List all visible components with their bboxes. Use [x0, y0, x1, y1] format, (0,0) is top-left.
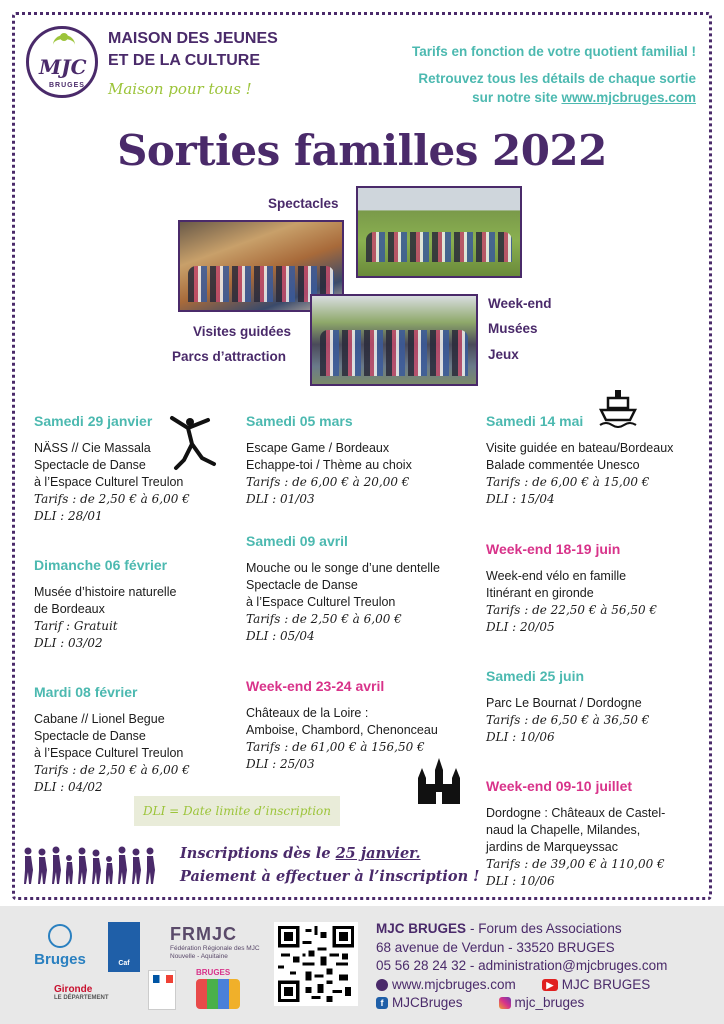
- event-2-2: Samedi 09 avril Mouche ou le songe d’une dentelle Spectacle de Danse à l’Espace Culturel Treulon Tarifs : de 2,50 € à 6,00 € DLI : 05/04: [246, 533, 440, 643]
- page-title: Sorties familles 2022: [117, 126, 607, 175]
- youtube-icon: ▶: [542, 979, 558, 991]
- event-1-3: Mardi 08 février Cabane // Lionel Begue Spectacle de Danse à l’Espace Culturel Treulon Tarifs : de 2,50 € à 6,00 € DLI : 04/02: [34, 684, 190, 794]
- label-visites: Visites guidées: [193, 324, 292, 339]
- address: 68 avenue de Verdun - 33520 BRUGES: [376, 939, 615, 955]
- bruges-emblem-icon: [48, 924, 72, 948]
- gironde-logo: Gironde LE DÉPARTEMENT: [54, 984, 109, 1001]
- details-site-line: sur notre site www.mjcbruges.com: [472, 90, 696, 105]
- tarifs-note: Tarifs en fonction de votre quotient familial !: [411, 44, 696, 59]
- walking-people-icon: [22, 846, 160, 886]
- org-name: MAISON DES JEUNES ET DE LA CULTURE: [108, 30, 278, 69]
- photo-group-outdoor: [310, 294, 478, 386]
- website-link[interactable]: www.mjcbruges.com: [392, 976, 516, 992]
- dancer-icon: [168, 414, 218, 476]
- event-2-3: Week-end 23-24 avril Châteaux de la Loire : Amboise, Chambord, Chenonceau Tarifs : de 61,00 € à 156,50 € DLI : 25/03: [246, 678, 438, 771]
- instagram-icon: [499, 997, 511, 1009]
- dli-note: DLI = Date limite d’inscription: [134, 796, 340, 826]
- bruges-puzzle-logo: BRUGES: [196, 968, 244, 1012]
- label-spectacles: Spectacles: [268, 196, 339, 211]
- label-weekend: Week-end: [488, 296, 552, 311]
- event-1-1: Samedi 29 janvier NÄSS // Cie Massala Spectacle de Danse à l’Espace Culturel Treulon Tarifs : de 2,50 € à 6,00 € DLI : 28/01: [34, 413, 190, 523]
- boat-icon: [598, 388, 638, 428]
- caf-logo: Caf: [108, 922, 140, 972]
- header-info: [412, 42, 696, 107]
- event-3-4: Week-end 09-10 juillet Dordogne : Châteaux de Castel- naud la Chapelle, Milandes, jardins de Marqueyssac Tarifs : de 39,00 € à 110,00 € DLI : 10/06: [486, 778, 666, 888]
- label-jeux: Jeux: [488, 347, 519, 362]
- event-3-3: Samedi 25 juin Parc Le Bournat / Dordogne Tarifs : de 6,50 € à 36,50 € DLI : 10/06: [486, 668, 650, 744]
- globe-icon: [376, 979, 388, 991]
- republique-logo: [148, 970, 176, 1010]
- label-parcs: Parcs d’attraction: [172, 349, 287, 364]
- label-musees: Musées: [488, 321, 538, 336]
- inscriptions-note: Inscriptions dès le 25 janvier. Paiement à effectuer à l’inscription !: [180, 845, 480, 885]
- instagram-link[interactable]: mjc_bruges: [514, 995, 585, 1010]
- contact-block: MJC BRUGES - Forum des Associations 68 avenue de Verdun - 33520 BRUGES 05 56 28 24 32 - administration@mjcbruges.com www.mjcbruges.com ▶ MJC BRUGES f MJCBruges mjc_bruges: [376, 920, 667, 1013]
- youtube-link[interactable]: MJC BRUGES: [561, 976, 651, 992]
- logo-sub: BRUGES: [49, 82, 85, 89]
- site-link[interactable]: www.mjcbruges.com: [561, 90, 696, 105]
- phone-email[interactable]: 05 56 28 24 32 - administration@mjcbruges.com: [376, 958, 668, 973]
- footer: [0, 906, 724, 1024]
- facebook-icon: f: [376, 997, 388, 1009]
- facebook-link[interactable]: MJCBruges: [392, 995, 463, 1010]
- event-3-2: Week-end 18-19 juin Week-end vélo en famille Itinérant en gironde Tarifs : de 22,50 € à 56,50 € DLI : 20/05: [486, 541, 658, 634]
- frmjc-logo: FRMJC Fédération Régionale des MJC Nouvelle - Aquitaine: [170, 924, 260, 960]
- event-3-1: Samedi 14 mai Visite guidée en bateau/Bordeaux Balade commentée Unesco Tarifs : de 6,00 € à 15,00 € DLI : 15/04: [486, 413, 674, 506]
- mjc-logo: [26, 26, 98, 98]
- details-line: Retrouvez tous les détails de chaque sortie: [418, 71, 696, 86]
- photo-group-park: [356, 186, 522, 278]
- event-1-2: Dimanche 06 février Musée d’histoire naturelle de Bordeaux Tarif : Gratuit DLI : 03/02: [34, 557, 177, 650]
- logo-text: MJC: [39, 55, 87, 79]
- org-tagline: Maison pour tous !: [108, 80, 252, 98]
- qr-code[interactable]: [274, 922, 358, 1006]
- castle-icon: [414, 756, 464, 804]
- bruges-city-logo: Bruges: [30, 924, 90, 968]
- event-2-1: Samedi 05 mars Escape Game / Bordeaux Echappe-toi / Thème au choix Tarifs : de 6,00 € à 20,00 € DLI : 01/03: [246, 413, 412, 506]
